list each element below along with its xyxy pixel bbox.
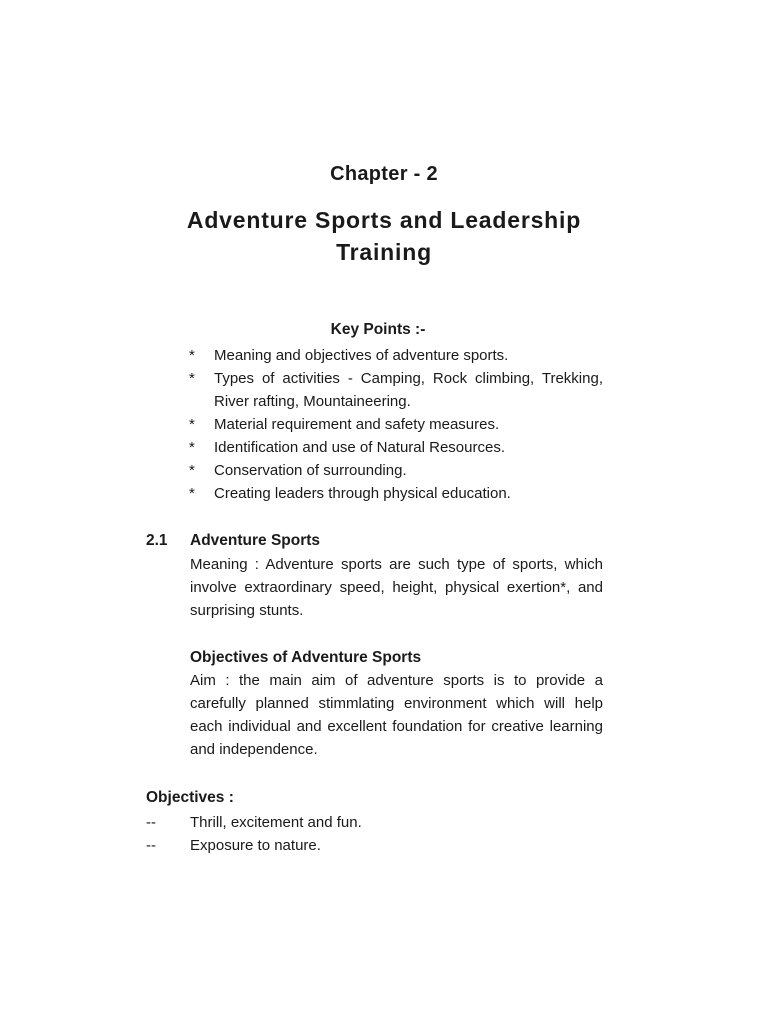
chapter-title-line-2: Training: [336, 239, 432, 265]
list-item-text: Identification and use of Natural Resources.: [214, 439, 505, 456]
list-item-text: Material requirement and safety measures.: [214, 416, 500, 433]
list-item: [146, 811, 362, 834]
dash-marker: --: [146, 837, 156, 854]
bullet-star: *: [189, 485, 195, 502]
bullet-star: *: [189, 370, 195, 387]
bullet-star: *: [189, 416, 195, 433]
key-points-heading: Key Points :-: [330, 321, 426, 338]
key-points-list: [189, 344, 603, 505]
aim-paragraph: Aim : the main aim of adventure sports is to provide a carefully planned stimmlating environment which will help each individual and excellent foundation for creative learning and independence.: [190, 672, 603, 758]
list-item: [189, 482, 603, 505]
list-item: [189, 459, 603, 482]
chapter-title: [0, 204, 768, 268]
list-item-text: Thrill, excitement and fun.: [190, 814, 362, 831]
list-item: [189, 413, 603, 436]
bullet-star: *: [189, 347, 195, 364]
chapter-title-line-1: Adventure Sports and Leadership: [186, 207, 582, 233]
objectives-list: [146, 811, 362, 857]
bullet-star: *: [189, 462, 195, 479]
objectives-heading: Objectives :: [146, 789, 234, 806]
objectives-subheading: Objectives of Adventure Sports: [190, 649, 422, 666]
list-item-text: Meaning and objectives of adventure sports.: [214, 347, 509, 364]
dash-marker: --: [146, 814, 156, 831]
list-item: [189, 344, 603, 367]
list-item-text: Types of activities - Camping, Rock climbing, Trekking, River rafting, Mountaineering.: [214, 370, 603, 410]
bullet-star: *: [189, 439, 195, 456]
meaning-paragraph: Meaning : Adventure sports are such type of sports, which involve extraordinary speed, height, physical exertion*, and surprising stunts.: [190, 556, 603, 619]
section-number: 2.1: [146, 532, 168, 549]
list-item-text: Conservation of surrounding.: [214, 462, 407, 479]
list-item-text: Exposure to nature.: [190, 837, 321, 854]
list-item: [146, 834, 362, 857]
list-item: [189, 436, 603, 459]
list-item-text: Creating leaders through physical education.: [214, 485, 511, 502]
list-item: [189, 367, 603, 413]
chapter-label: Chapter - 2: [330, 163, 438, 185]
section-title: Adventure Sports: [190, 532, 321, 549]
